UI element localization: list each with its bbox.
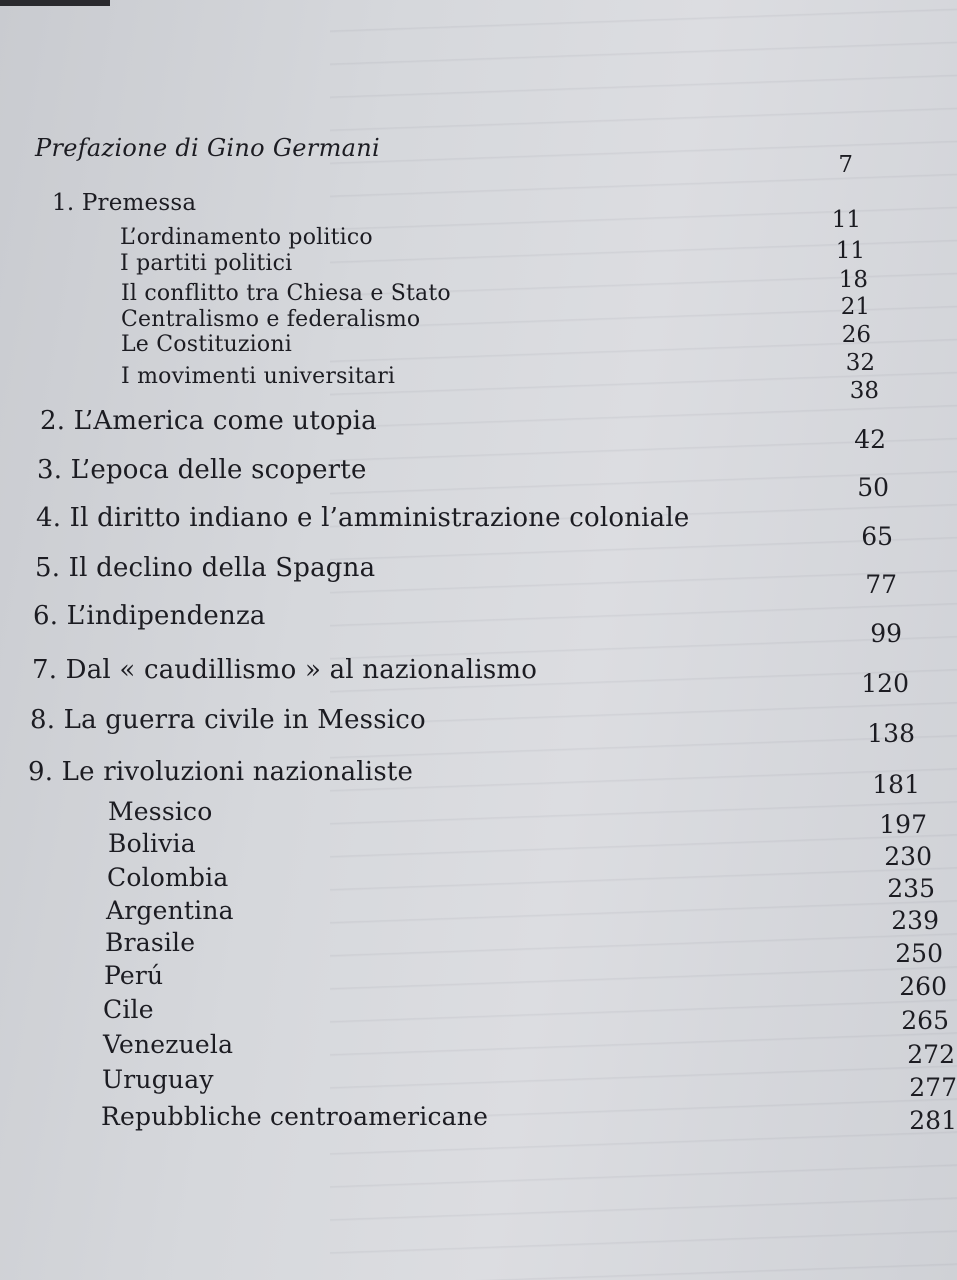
toc-subentry[interactable]: Il conflitto tra Chiesa e Stato [121,281,451,306]
toc-entry-chapter[interactable]: 2. L’America come utopia [40,406,377,436]
toc-entry-page: 138 [867,719,915,748]
page-edge [0,0,110,6]
toc-entry-page: 281 [909,1106,957,1135]
toc-entry-page: 42 [854,425,886,454]
toc-entry-chapter[interactable]: 3. L’epoca delle scoperte [37,455,367,485]
toc-entry-page: 11 [831,207,861,233]
toc-entry-page: 77 [865,570,897,599]
toc-entry-page: 7 [838,152,853,178]
toc-entry-page: 21 [840,294,870,320]
toc-subentry[interactable]: Argentina [106,896,234,925]
toc-subentry[interactable]: Le Costituzioni [121,332,292,357]
toc-entry-page: 65 [861,522,893,551]
toc-entry-chapter[interactable]: 9. Le rivoluzioni nazionaliste [28,757,414,787]
toc-subentry[interactable]: Messico [108,797,213,826]
toc-entry-chapter[interactable]: 8. La guerra civile in Messico [30,705,426,735]
toc-entry-page: 99 [870,619,902,648]
toc-entry-page: 181 [872,770,920,799]
toc-subentry[interactable]: Repubbliche centroamericane [101,1102,489,1131]
toc-entry-page: 26 [841,322,871,348]
toc-entry-page: 38 [849,378,879,404]
toc-subentry[interactable]: I movimenti universitari [121,364,396,389]
toc-entry-page: 197 [879,810,927,839]
toc-subentry[interactable]: Bolivia [108,829,196,858]
toc-entry-page: 277 [909,1073,957,1102]
toc-entry-chapter[interactable]: 6. L’indipendenza [33,601,266,631]
toc-subentry[interactable]: Colombia [107,863,229,892]
toc-entry-preface[interactable] [35,134,380,162]
toc-subentry[interactable]: I partiti politici [120,251,293,276]
toc-entry-page: 11 [835,238,865,264]
toc-subentry[interactable]: Cile [103,995,154,1024]
toc-entry-page: 120 [861,669,909,698]
toc-entry-chapter[interactable]: 7. Dal « caudillismo » al nazionalismo [32,655,538,685]
toc-entry-label: Prefazione di Gino Germani [35,134,380,162]
toc-entry-page: 32 [845,350,875,376]
toc-entry-page: 272 [907,1040,955,1069]
toc-entry-page: 230 [884,842,932,871]
toc-entry-chapter[interactable]: 1. Premessa [52,190,197,216]
toc-entry-chapter[interactable]: 5. Il declino della Spagna [35,553,376,583]
toc-subentry[interactable]: L’ordinamento politico [120,225,373,250]
toc-entry-page: 235 [887,874,935,903]
toc-subentry[interactable]: Brasile [105,928,196,957]
show-through-text [330,0,957,1280]
toc-entry-page: 265 [901,1006,949,1035]
toc-entry-page: 18 [838,267,868,293]
toc-entry-chapter[interactable]: 4. Il diritto indiano e l’amministrazione coloniale [36,503,690,533]
toc-entry-page: 50 [857,473,889,502]
toc-subentry[interactable]: Uruguay [102,1065,214,1094]
toc-entry-page: 250 [895,939,943,968]
toc-subentry[interactable]: Centralismo e federalismo [121,307,421,332]
toc-entry-page: 260 [899,972,947,1001]
toc-entry-page: 239 [891,906,939,935]
toc-subentry[interactable]: Venezuela [103,1030,234,1059]
toc-subentry[interactable]: Perú [104,961,164,990]
